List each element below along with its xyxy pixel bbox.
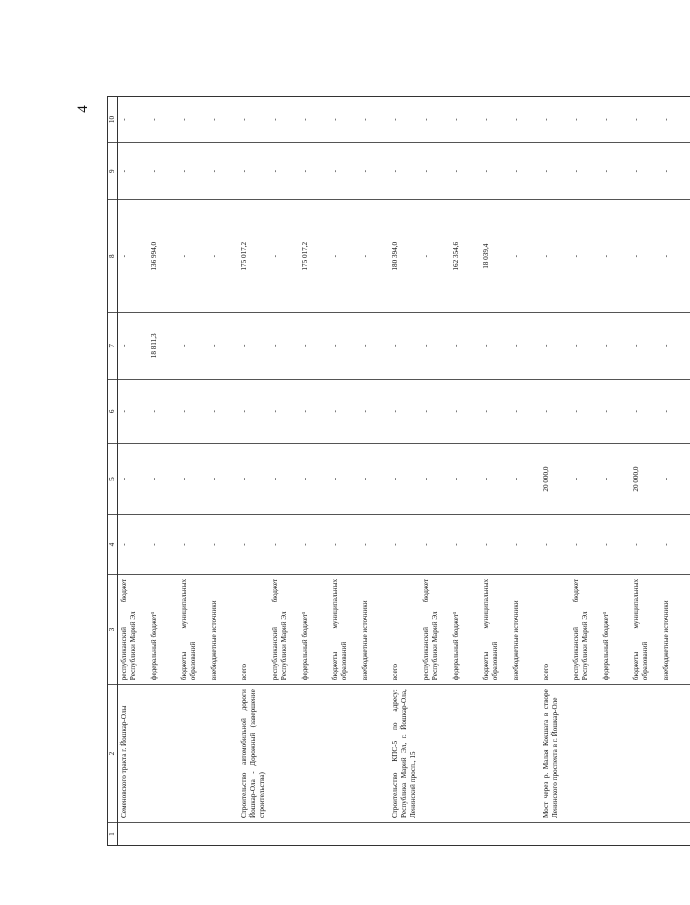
table-row [420,97,450,846]
table-cell-c6: - [630,379,660,443]
table-cell-c10: - [600,97,630,143]
table-cell-c8: - [118,200,149,313]
table-cell-c2 [600,685,630,823]
table-row [269,97,299,846]
table-cell-c2 [148,685,178,823]
table-cell-c1 [148,823,178,846]
table-cell-c2 [450,685,480,823]
table-cell-c1 [570,823,600,846]
table-cell-c9: - [299,142,329,199]
table-cell-c1 [238,823,269,846]
column-header-9: 9 [108,142,118,199]
table-cell-c9: - [540,142,570,199]
table-cell-c8: - [600,200,630,313]
table-row [389,97,420,846]
table-cell-c8: 180 394,0 [389,200,420,313]
table-cell-c6: - [299,379,329,443]
table-cell-c8: - [420,200,450,313]
table-cell-c3: внебюджетные источники [510,574,540,684]
table-row [630,97,660,846]
column-header-2: 2 [108,685,118,823]
table-cell-c1 [540,823,570,846]
table-cell-c8: - [510,200,540,313]
page-number: 4 [75,105,91,113]
table-cell-c4: - [480,515,510,575]
table-cell-c5: - [148,443,178,514]
table-cell-c5: - [570,443,600,514]
table-cell-c10: - [540,97,570,143]
table-cell-c9: - [510,142,540,199]
table-cell-c2: Строительство автомобильной дороги Йошкар-Ола - Дорожный (завершение строительства) [238,685,269,823]
table-cell-c8: - [660,200,690,313]
table-cell-c6: - [660,379,690,443]
table-cell-c7: - [660,313,690,380]
table-cell-c6: - [118,379,149,443]
table-cell-c10: - [178,97,208,143]
table-row [450,97,480,846]
table-cell-c7: - [510,313,540,380]
table-cell-c8: 18 039,4 [480,200,510,313]
table-cell-c3: бюджеты муниципальных образований [178,574,208,684]
table-cell-c4: - [630,515,660,575]
table-cell-c4: - [359,515,389,575]
table-cell-c2 [329,685,359,823]
table-cell-c4: - [600,515,630,575]
table-cell-c8: - [208,200,238,313]
table-cell-c6: - [208,379,238,443]
column-header-6: 6 [108,379,118,443]
document-table-area [107,96,670,846]
table-cell-c8: 175 017,2 [238,200,269,313]
table-cell-c5: - [238,443,269,514]
table-cell-c10: - [630,97,660,143]
table-cell-c8: - [540,200,570,313]
table-cell-c9: - [450,142,480,199]
table-cell-c5: - [269,443,299,514]
table-cell-c4: - [540,515,570,575]
table-cell-c8: - [269,200,299,313]
table-cell-c1 [389,823,420,846]
table-cell-c4: - [208,515,238,575]
table-row [570,97,600,846]
table-cell-c9: - [148,142,178,199]
table-cell-c3: республиканский бюджет Республики Марий Эл [420,574,450,684]
table-cell-c2 [660,685,690,823]
table-cell-c6: - [450,379,480,443]
table-cell-c9: - [420,142,450,199]
table-cell-c5: - [359,443,389,514]
table-cell-c10: - [148,97,178,143]
table-row [178,97,208,846]
table-cell-c2: Строительство КПС-5 по адресу: Республика Марий Эл, г. Йошкар-Ола, Ленинский просп., 15 [389,685,420,823]
table-cell-c7: - [540,313,570,380]
table-body [118,97,690,846]
table-cell-c8: - [329,200,359,313]
table-cell-c2 [208,685,238,823]
table-row [600,97,630,846]
table-row [480,97,510,846]
table-cell-c6: - [269,379,299,443]
table-cell-c6: - [359,379,389,443]
table-cell-c6: - [600,379,630,443]
table-cell-c1 [660,823,690,846]
table-cell-c3: внебюджетные источники [359,574,389,684]
table-cell-c2 [299,685,329,823]
table-cell-c2 [178,685,208,823]
table-cell-c5: - [118,443,149,514]
table-cell-c7: - [450,313,480,380]
table-cell-c3: федеральный бюджет¹ [148,574,178,684]
table-cell-c9: - [118,142,149,199]
table-cell-c5: - [329,443,359,514]
table-row [118,97,149,846]
table-cell-c10: - [480,97,510,143]
table-cell-c2: Мост через р. Малая Кокшага в створе Ленинского проспекта в г. Йошкар-Оле [540,685,570,823]
table-cell-c8: 162 354,6 [450,200,480,313]
table-cell-c2 [420,685,450,823]
table-cell-c4: - [299,515,329,575]
table-cell-c1 [420,823,450,846]
table-cell-c7: - [480,313,510,380]
table-cell-c7: - [208,313,238,380]
table-cell-c3: внебюджетные источники [660,574,690,684]
table-cell-c1 [450,823,480,846]
table-cell-c5: 20 000,0 [630,443,660,514]
table-cell-c5: - [389,443,420,514]
table-cell-c8: - [359,200,389,313]
table-cell-c7: - [570,313,600,380]
table-cell-c2: Семеновского тракта г. Йошкар-Олы [118,685,149,823]
table-cell-c6: - [480,379,510,443]
table-cell-c6: - [420,379,450,443]
table-cell-c4: - [450,515,480,575]
table-cell-c5: - [510,443,540,514]
table-cell-c10: - [450,97,480,143]
table-cell-c1 [329,823,359,846]
table-cell-c10: - [660,97,690,143]
table-row [148,97,178,846]
table-cell-c9: - [329,142,359,199]
table-cell-c5: 20 000,0 [540,443,570,514]
table-cell-c10: - [269,97,299,143]
table-cell-c3: бюджеты муниципальных образований [630,574,660,684]
table-cell-c3: всего [238,574,269,684]
table-cell-c10: - [389,97,420,143]
table-cell-c3: всего [389,574,420,684]
table-cell-c2 [359,685,389,823]
column-header-8: 8 [108,200,118,313]
table-cell-c5: - [178,443,208,514]
table-cell-c4: - [329,515,359,575]
table-cell-c4: - [389,515,420,575]
table-cell-c7: - [299,313,329,380]
table-cell-c9: - [359,142,389,199]
table-cell-c3: республиканский бюджет Республики Марий Эл [118,574,149,684]
table-cell-c7: - [600,313,630,380]
table-row [299,97,329,846]
table-row [329,97,359,846]
table-cell-c2 [630,685,660,823]
table-cell-c4: - [178,515,208,575]
table-cell-c9: - [630,142,660,199]
table-cell-c7: - [118,313,149,380]
table-cell-c4: - [238,515,269,575]
table-cell-c7: - [359,313,389,380]
table-cell-c3: федеральный бюджет¹ [299,574,329,684]
table-cell-c7: - [420,313,450,380]
table-cell-c5: - [208,443,238,514]
table-row [540,97,570,846]
table-cell-c9: - [480,142,510,199]
table-cell-c5: - [660,443,690,514]
table-cell-c2 [510,685,540,823]
table-cell-c4: - [660,515,690,575]
table-row [510,97,540,846]
table-cell-c4: - [118,515,149,575]
table-cell-c7: - [389,313,420,380]
table-cell-c6: - [148,379,178,443]
table-cell-c10: - [359,97,389,143]
table-cell-c6: - [238,379,269,443]
table-cell-c7: - [630,313,660,380]
table-cell-c3: всего [540,574,570,684]
table-cell-c4: - [570,515,600,575]
table-cell-c4: - [510,515,540,575]
table-cell-c5: - [299,443,329,514]
rotated-table-container [107,96,670,846]
table-cell-c2 [570,685,600,823]
table-cell-c8: 175 017,2 [299,200,329,313]
table-cell-c9: - [660,142,690,199]
table-cell-c8: 136 994,0 [148,200,178,313]
table-cell-c10: - [570,97,600,143]
table-cell-c4: - [420,515,450,575]
table-cell-c3: федеральный бюджет¹ [450,574,480,684]
table-cell-c1 [630,823,660,846]
column-header-10: 10 [108,97,118,143]
table-cell-c4: - [269,515,299,575]
table-cell-c3: внебюджетные источники [208,574,238,684]
table-cell-c5: - [480,443,510,514]
table-cell-c2 [269,685,299,823]
table-cell-c5: - [450,443,480,514]
table-cell-c10: - [299,97,329,143]
table-cell-c7: - [329,313,359,380]
table-cell-c4: - [148,515,178,575]
table-cell-c3: республиканский бюджет Республики Марий Эл [570,574,600,684]
table-cell-c6: - [329,379,359,443]
table-cell-c9: - [389,142,420,199]
table-cell-c9: - [208,142,238,199]
header-row [108,97,118,846]
table-cell-c9: - [570,142,600,199]
table-cell-c8: - [630,200,660,313]
table-cell-c3: федеральный бюджет¹ [600,574,630,684]
table-cell-c6: - [178,379,208,443]
table-cell-c10: - [208,97,238,143]
table-cell-c5: - [420,443,450,514]
table-cell-c5: - [600,443,630,514]
table-cell-c1 [269,823,299,846]
table-cell-c1 [600,823,630,846]
table-cell-c10: - [510,97,540,143]
table-cell-c3: бюджеты муниципальных образований [329,574,359,684]
table-cell-c10: - [420,97,450,143]
table-cell-c8: - [570,200,600,313]
table-cell-c7: - [178,313,208,380]
table-cell-c3: бюджеты муниципальных образований [480,574,510,684]
table-cell-c1 [118,823,149,846]
table-cell-c6: - [540,379,570,443]
table-cell-c1 [178,823,208,846]
table-cell-c7: 18 811,3 [148,313,178,380]
table-cell-c8: - [178,200,208,313]
budget-table [107,96,690,846]
table-cell-c1 [208,823,238,846]
table-cell-c10: - [118,97,149,143]
column-header-5: 5 [108,443,118,514]
table-cell-c2 [480,685,510,823]
table-cell-c6: - [389,379,420,443]
column-header-4: 4 [108,515,118,575]
table-cell-c6: - [570,379,600,443]
table-cell-c1 [299,823,329,846]
table-row [238,97,269,846]
column-header-1: 1 [108,823,118,846]
table-cell-c9: - [178,142,208,199]
table-row [359,97,389,846]
table-row [660,97,690,846]
column-header-7: 7 [108,313,118,380]
table-cell-c3: республиканский бюджет Республики Марий Эл [269,574,299,684]
table-cell-c1 [510,823,540,846]
table-cell-c7: - [238,313,269,380]
table-cell-c1 [480,823,510,846]
table-cell-c7: - [269,313,299,380]
table-cell-c9: - [600,142,630,199]
table-cell-c10: - [329,97,359,143]
table-row [208,97,238,846]
table-cell-c6: - [510,379,540,443]
table-cell-c1 [359,823,389,846]
table-cell-c9: - [238,142,269,199]
column-header-3: 3 [108,574,118,684]
table-cell-c9: - [269,142,299,199]
table-cell-c10: - [238,97,269,143]
